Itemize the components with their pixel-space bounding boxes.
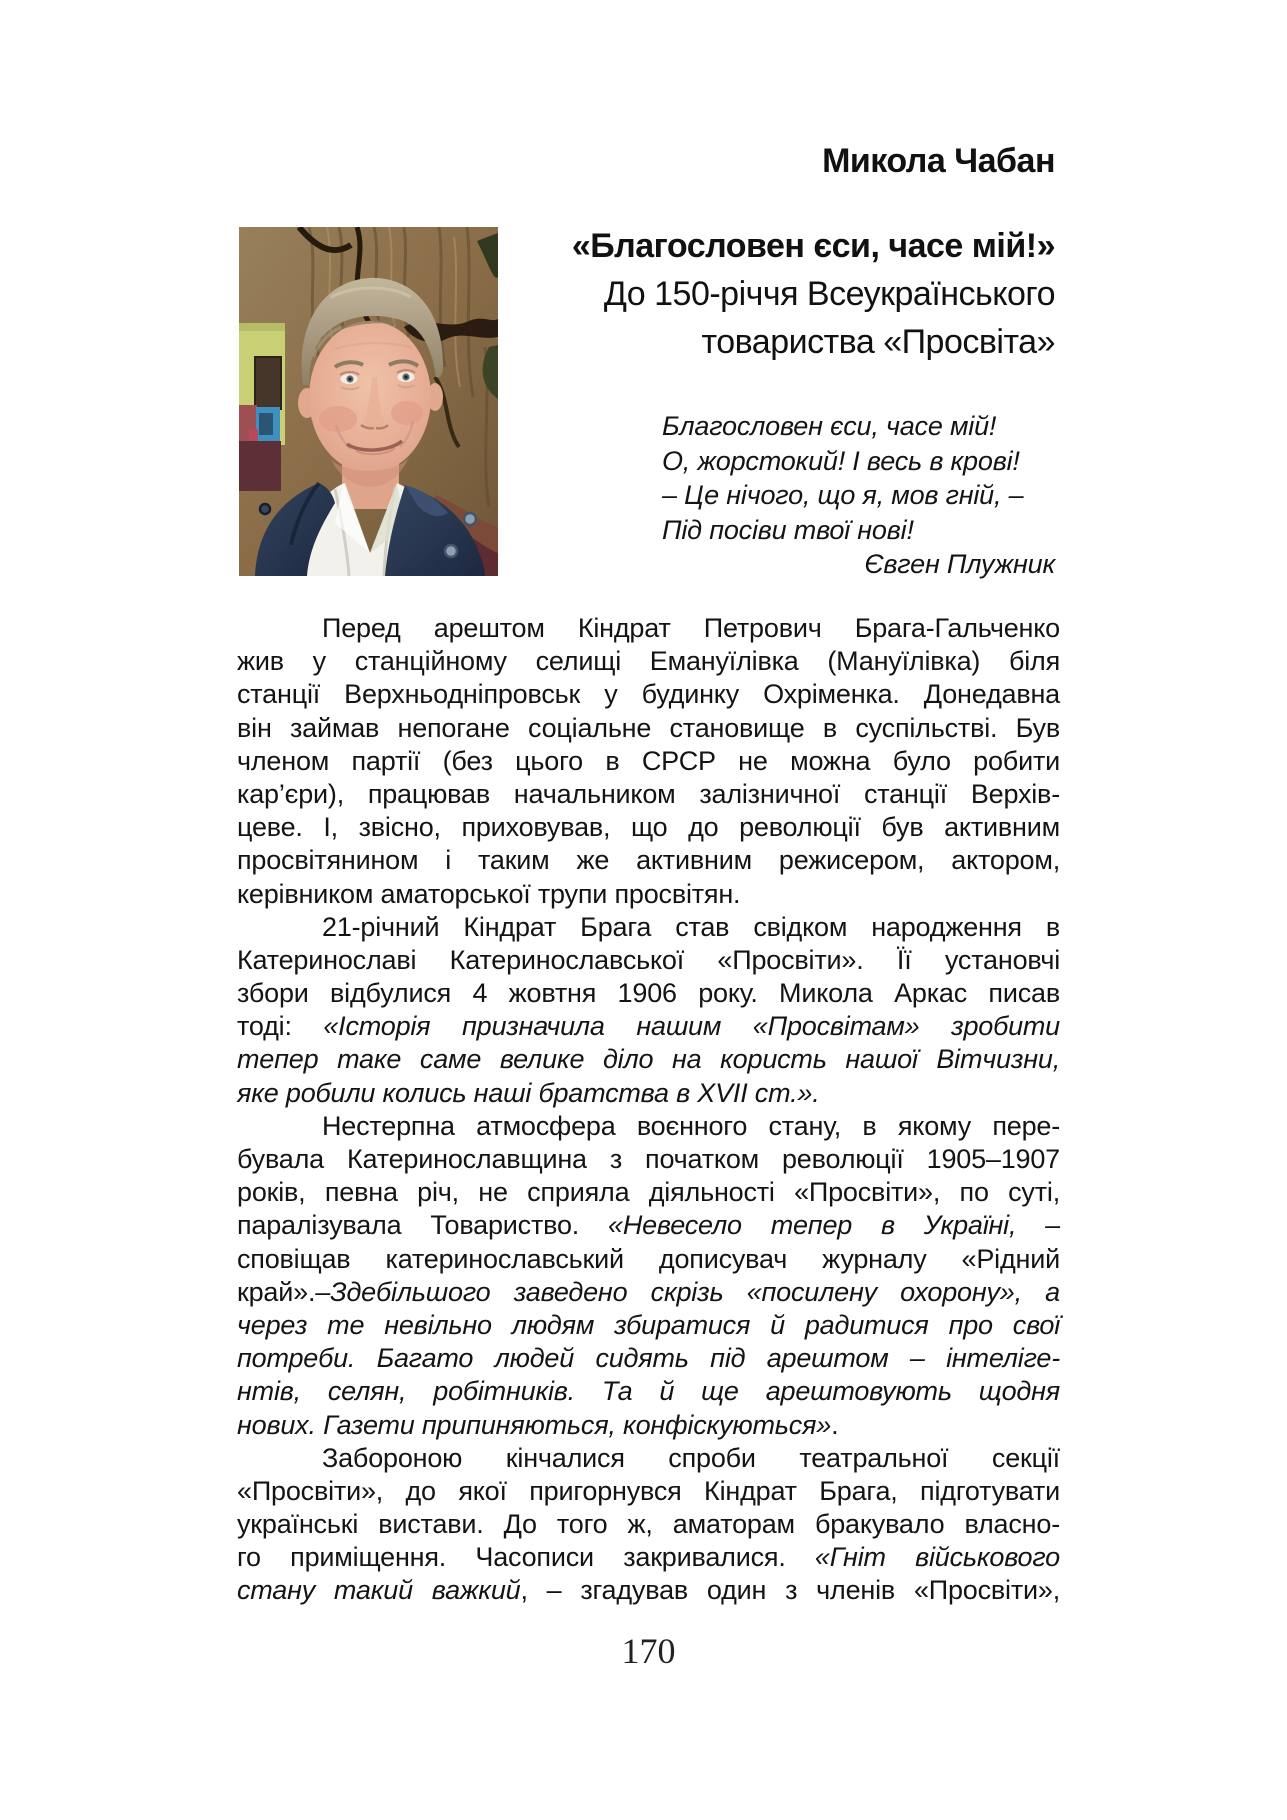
article-title: «Благословен єси, часе мій!»: [571, 227, 1055, 265]
body-line: [237, 911, 1060, 944]
quote-text: тепер таке саме велике діло на користь нашої Вітчизни,: [237, 1044, 1060, 1075]
body-text: Катеринославі Катеринославської «Просвіти». Її установчі: [237, 944, 1060, 975]
article-subtitle-line-1: До 150-річчя Всеукраїнського: [603, 275, 1055, 313]
body-line: [237, 1574, 1060, 1607]
quote-text: через те невільно людям збиратися й радитися про свої: [237, 1309, 1060, 1340]
body-text: українські вистави. До того ж, аматорам бракувало власно-: [237, 1509, 1060, 1540]
quote-text: «Невесело тепер в Україні, –: [608, 1210, 1060, 1241]
body-line: [237, 678, 1060, 711]
article-subtitle-line-2: товариства «Просвіта»: [701, 323, 1055, 361]
body-line: [237, 1342, 1060, 1375]
body-line: [237, 1243, 1060, 1276]
body-line: [237, 1110, 1060, 1143]
body-text: тоді:: [237, 1011, 324, 1042]
body-text: Перед арештом Кіндрат Петрович Брага-Гальченко: [322, 613, 1060, 643]
body-text: «Просвіти», до якої пригорнувся Кіндрат Брага, підготувати: [237, 1475, 1060, 1506]
body-line: [237, 1475, 1060, 1508]
epigraph-line: Благословен єси, часе мій!: [662, 411, 997, 441]
body-line: [237, 778, 1060, 811]
body-text: край».: [237, 1276, 316, 1307]
quote-text: «Гніт військового: [814, 1542, 1060, 1573]
quote-text: нових. Газети припиняються, конфіскуються»: [237, 1409, 832, 1440]
body-line: [237, 1375, 1060, 1408]
body-text: збори відбулися 4 жовтня 1906 року. Микола Аркас писав: [237, 978, 1060, 1009]
body-line: [237, 944, 1060, 977]
body-text: , – згадував один з членів «Просвіти»,: [520, 1575, 1061, 1606]
body-text: .: [831, 1409, 839, 1440]
body-text: він займав непогане соціальне становище в суспільстві. Був: [237, 712, 1060, 743]
body-text: керівником аматорської трупи просвітян.: [237, 878, 741, 909]
body-line: [237, 712, 1060, 745]
body-line: [237, 1010, 1060, 1043]
body-text: паралізувала Товариство.: [237, 1210, 608, 1241]
body-text: сповіщав катеринославський дописувач журналу «Рідний: [237, 1243, 1060, 1274]
body-text: 21-річний Кіндрат Брага став свідком народження в: [322, 911, 1060, 942]
page-number: 170: [621, 1631, 676, 1671]
quote-text: –Здебільшого заведено скрізь «посилену охорону», а: [315, 1276, 1060, 1307]
quote-text: яке робили колись наші братства в XVII ст.».: [237, 1077, 820, 1108]
body-line: [237, 745, 1060, 778]
body-text: жив у станційному селищі Емануїлівка (Мануїлівка) біля: [237, 646, 1060, 677]
body-line: [237, 878, 1060, 911]
body-line: [237, 1276, 1060, 1309]
body-text: кар’єри), працював начальником залізничної станції Верхів-: [237, 778, 1060, 809]
body-line: [237, 977, 1060, 1010]
body-text: Нестерпна атмосфера воєнного стану, в якому пере-: [322, 1110, 1060, 1141]
body-line: [237, 1209, 1060, 1242]
quote-text: стану такий важкий: [237, 1575, 521, 1606]
body-text: бувала Катеринославщина з початком революції 1905–1907: [237, 1144, 1060, 1174]
portrait-photo: [239, 227, 498, 576]
quote-text: нтів, селян, робітників. Та й ще арештовують щодня: [237, 1376, 1060, 1407]
body-text: членом партії (без цього в СРСР не можна було робити: [237, 745, 1060, 776]
body-line: [237, 1442, 1060, 1475]
epigraph-line: Під посіви твої нові!: [662, 514, 914, 545]
article-body: [237, 612, 1060, 1608]
body-line: [237, 1309, 1060, 1342]
epigraph-lines: [662, 409, 1023, 547]
body-text: Забороною кінчалися спроби театральної секції: [322, 1442, 1060, 1473]
body-line: [237, 1176, 1060, 1209]
portrait-photo-image: [239, 227, 498, 576]
quote-text: потреби. Багато людей сидять під арештом – інтеліге-: [237, 1343, 1060, 1374]
body-text: цеве. І, звісно, приховував, що до революції був активним: [237, 812, 1060, 843]
body-line: [237, 645, 1060, 678]
epigraph-line: – Це нічого, що я, мов гній, –: [662, 480, 1024, 510]
body-line: [237, 1077, 1060, 1110]
body-line: [237, 612, 1060, 645]
body-line: [237, 1143, 1060, 1176]
body-line: [237, 1508, 1060, 1541]
body-line: [237, 1043, 1060, 1076]
quote-text: «Історія призначила нашим «Просвітам» зробити: [323, 1011, 1060, 1042]
author-heading: Микола Чабан: [822, 142, 1055, 180]
title-block: [572, 222, 1055, 366]
body-line: [237, 844, 1060, 877]
epigraph-line: О, жорстокий! І весь в крові!: [662, 445, 1020, 476]
body-text: років, певна річ, не сприяла діяльності «Просвіти», по суті,: [237, 1177, 1060, 1208]
body-text: станції Верхньодніпровськ у будинку Охріменка. Донедавна: [237, 679, 1060, 710]
body-line: [237, 1409, 1060, 1442]
body-line: [237, 811, 1060, 844]
epigraph-attribution: Євген Плужник: [864, 549, 1055, 579]
body-text: го приміщення. Часописи закривалися.: [237, 1542, 815, 1573]
body-line: [237, 1541, 1060, 1574]
body-text: просвітянином і таким же активним режисером, актором,: [237, 845, 1060, 876]
